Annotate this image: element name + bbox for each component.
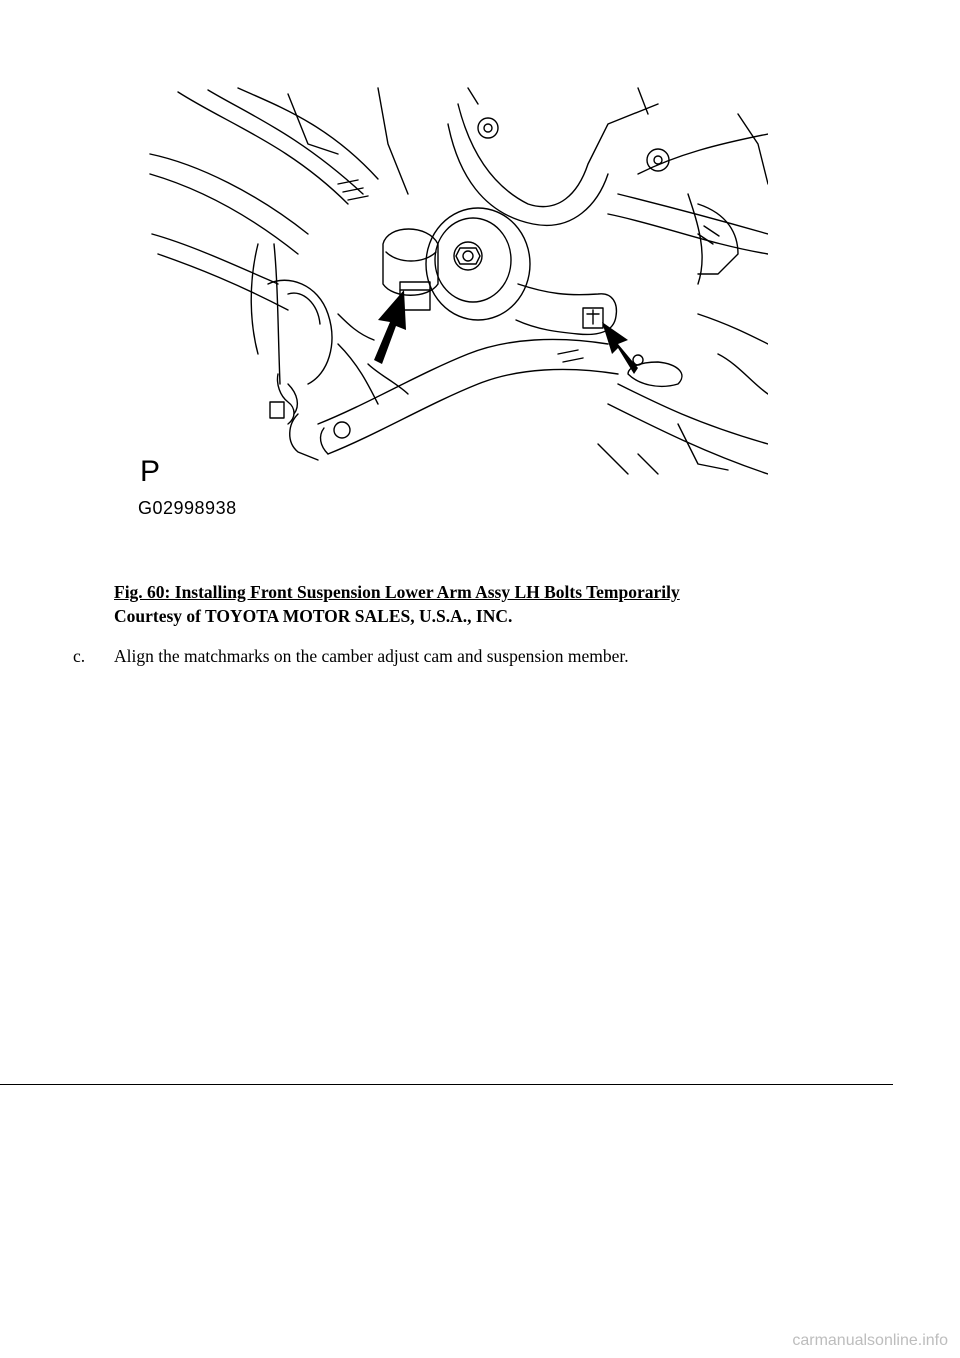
figure-caption-title: Fig. 60: Installing Front Suspension Lower Arm Assy LH Bolts Temporarily [114, 582, 680, 602]
figure-caption-courtesy: Courtesy of TOYOTA MOTOR SALES, U.S.A., INC. [114, 606, 513, 626]
figure-caption [114, 580, 680, 628]
figure-label-letter: P [140, 455, 161, 488]
step-text: Align the matchmarks on the camber adjust cam and suspension member. [114, 646, 629, 666]
footer-divider [0, 1084, 893, 1085]
arrow-group [374, 290, 638, 374]
black-arrow-icon [602, 322, 638, 374]
step-marker: c. [73, 646, 86, 666]
suspension-illustration [138, 84, 768, 526]
suspension-figure [138, 84, 768, 526]
figure-label-code: G02998938 [138, 498, 237, 518]
watermark: carmanualsonline.info [792, 1332, 948, 1349]
black-arrow-icon [374, 290, 406, 364]
instruction-step [73, 644, 629, 668]
